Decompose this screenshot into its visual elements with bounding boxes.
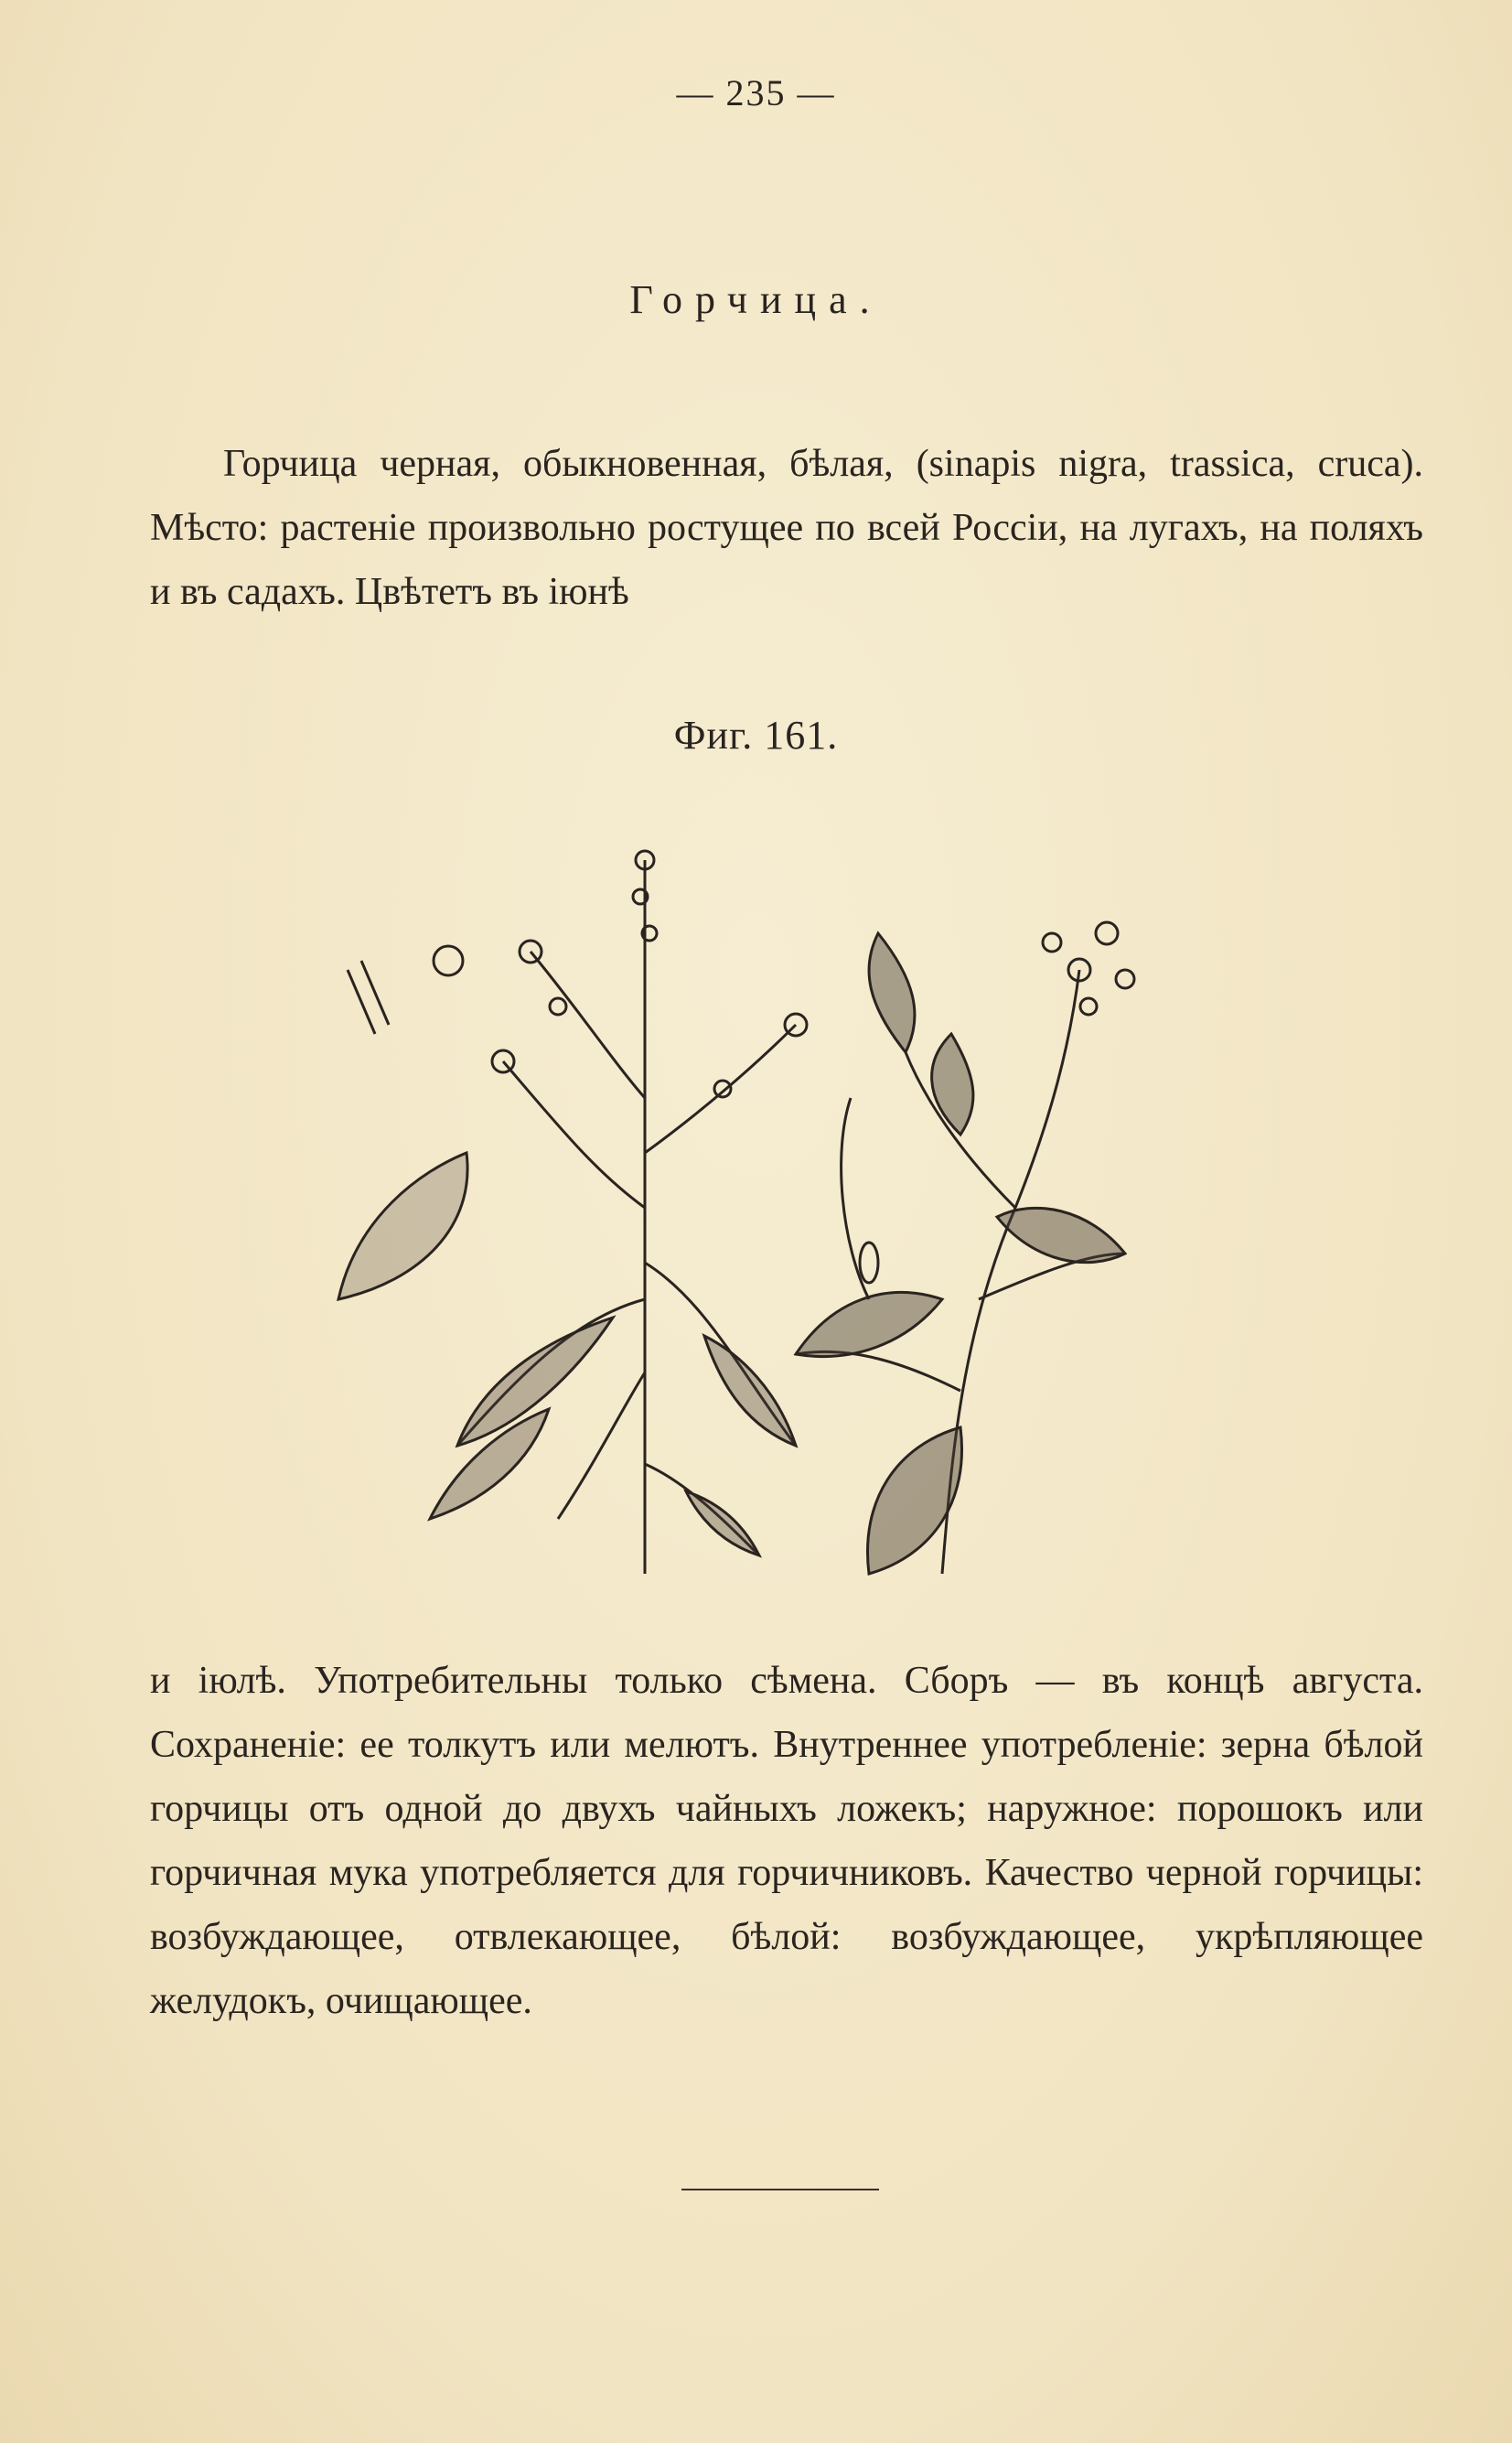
paragraph-usage: и іюлѣ. Употребительны только сѣмена. Сборъ — въ концѣ августа. Сохраненіе: ее толкутъ или мелютъ. Внутреннее употребленіе: зерна бѣлой горчицы отъ одной до двухъ чайныхъ ложекъ; наружное: порошокъ или горчичная мука употребляется для горчичниковъ. Качество черной горчицы: возбуждающее, отвлекающее, бѣлой: возбуждающее, укрѣпляющее желудокъ, очищающее. <box>150 1660 1423 2022</box>
end-rule <box>681 2189 879 2190</box>
paragraph-intro: Горчица черная, обыкновенная, бѣлая, (sinapis nigra, trassica, cruca). Мѣсто: растеніе произвольно ростущее по всей Россіи, на лугахъ, на поляхъ и въ садахъ. Цвѣтетъ въ іюнѣ <box>150 443 1423 613</box>
section-heading: Горчица. <box>629 277 883 322</box>
mustard-plant-illustration <box>320 823 1235 1592</box>
figure-caption: Фиг. 161. <box>673 713 839 758</box>
page-number: — 235 — <box>676 72 836 113</box>
